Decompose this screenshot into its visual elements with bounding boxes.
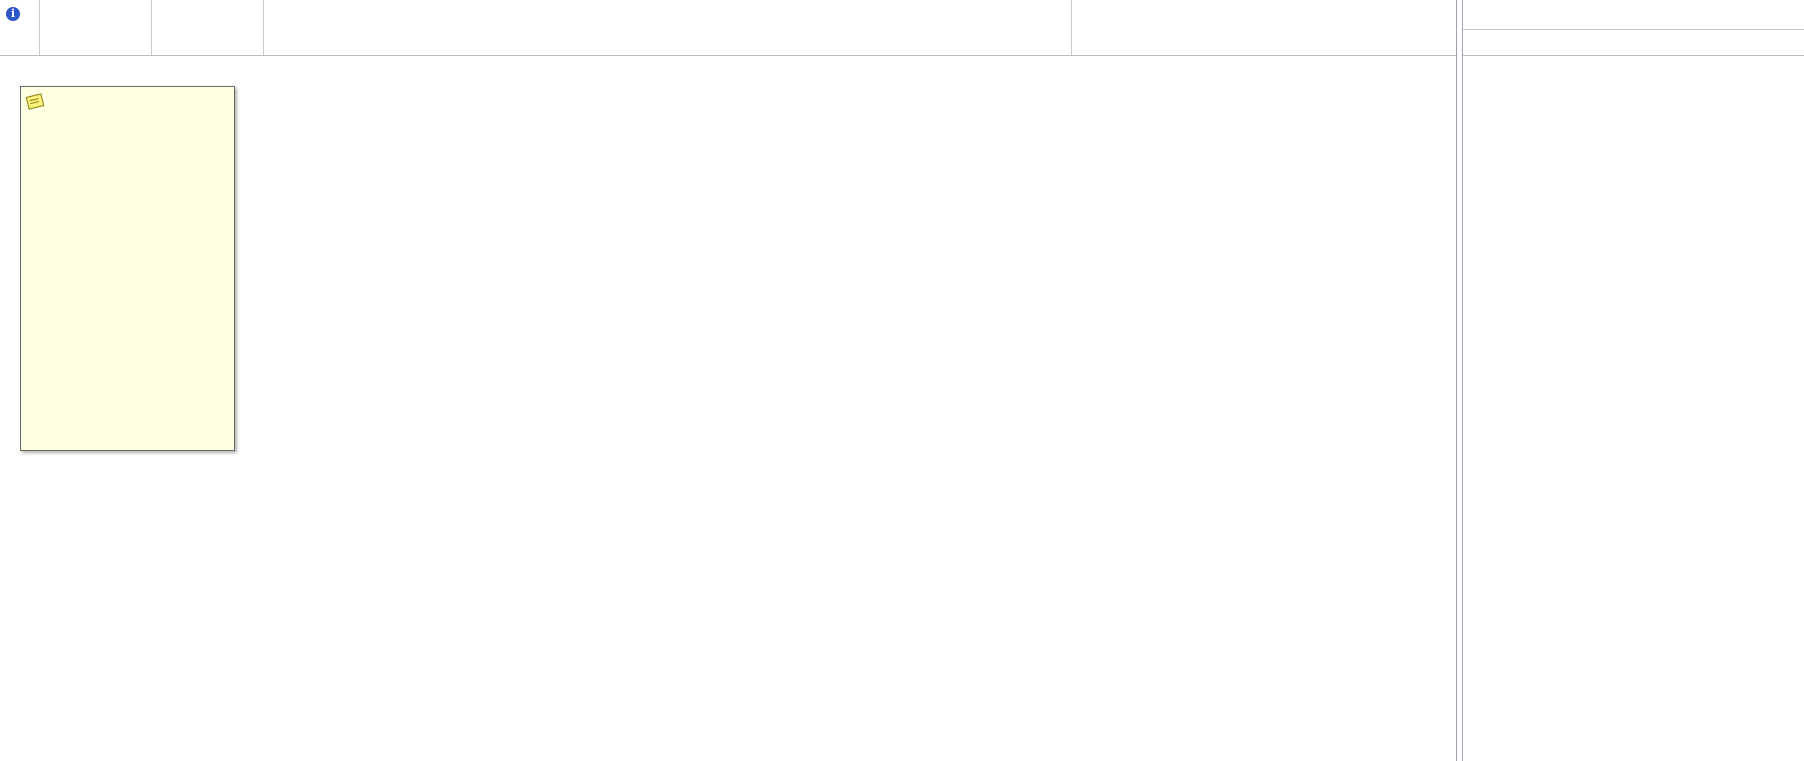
- table-header: [0, 0, 1456, 56]
- indicators-header[interactable]: [0, 0, 40, 55]
- timescale-months: [1463, 0, 1804, 30]
- note-icon: [26, 93, 45, 109]
- gantt-chart[interactable]: [1462, 0, 1804, 761]
- notes-tooltip: [20, 86, 235, 451]
- gantt-bars[interactable]: [1463, 55, 1804, 761]
- wbs-column-header[interactable]: [152, 0, 264, 55]
- timescale-days: [1463, 29, 1804, 56]
- cost-column-header[interactable]: [40, 0, 152, 55]
- info-icon: i: [6, 7, 20, 21]
- task-name-column-header[interactable]: [264, 0, 1072, 55]
- resources-column-header[interactable]: [1072, 0, 1456, 55]
